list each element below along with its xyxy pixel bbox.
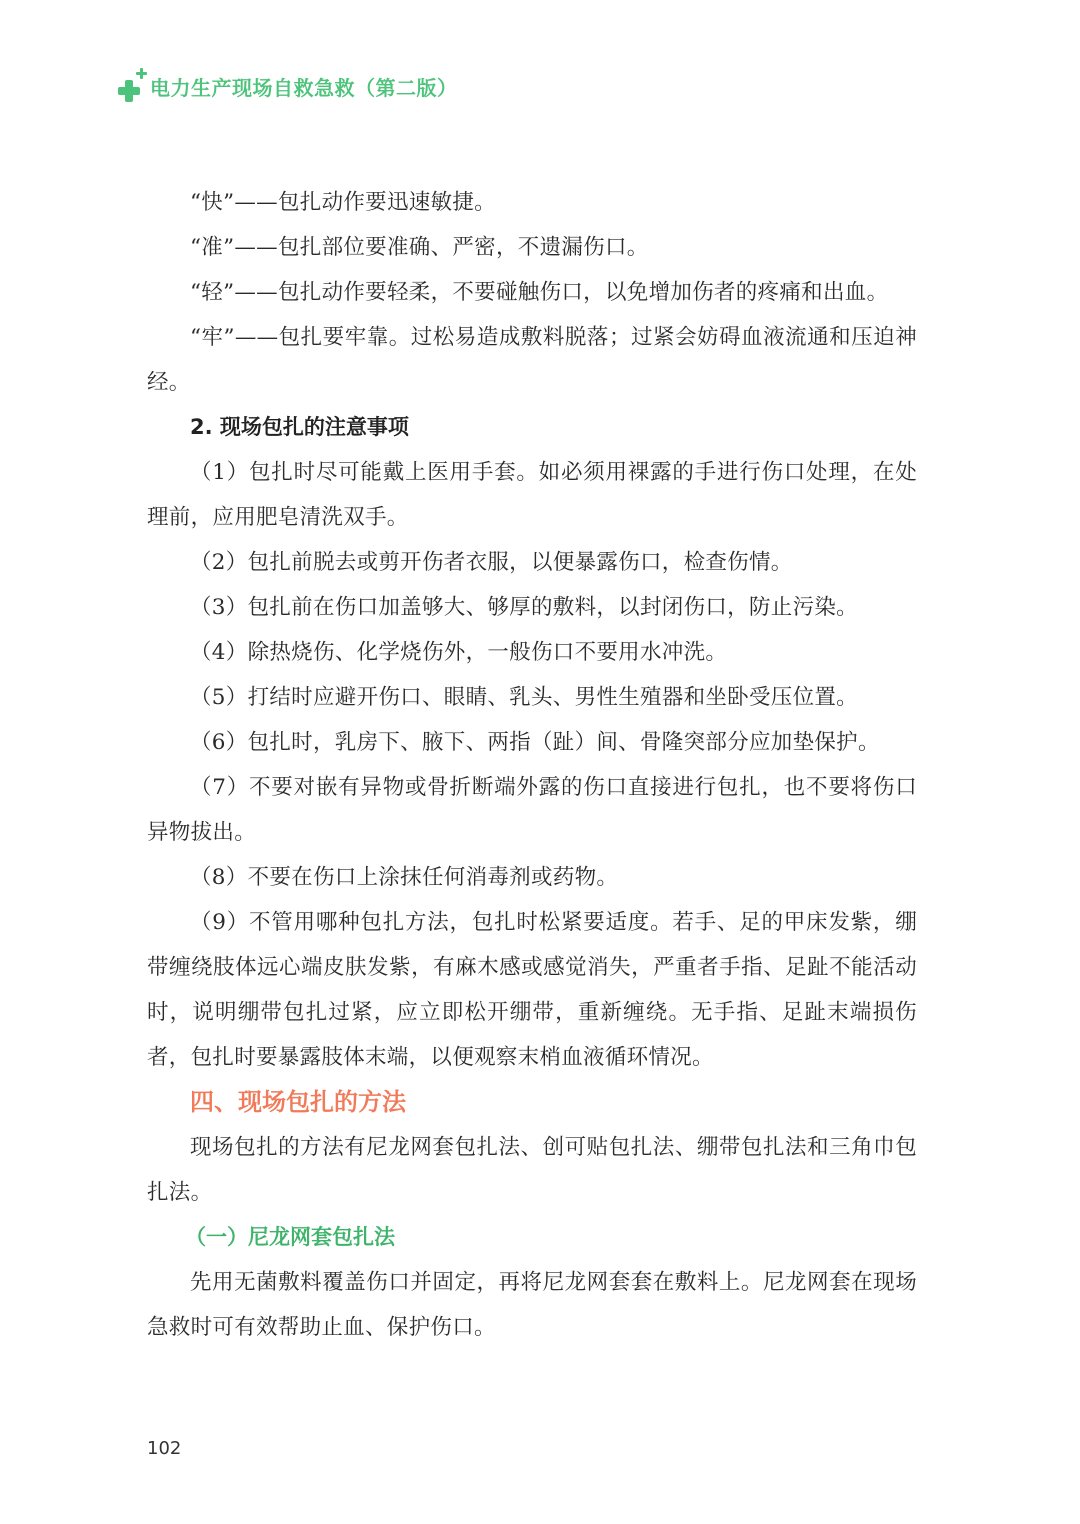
heading-precautions: 2. 现场包扎的注意事项 — [190, 415, 409, 439]
medical-cross-icon — [116, 66, 146, 106]
list-item: （3）包扎前在伤口加盖够大、够厚的敷料，以封闭伤口，防止污染。 — [190, 595, 858, 620]
list-item: （1）包扎时尽可能戴上医用手套。如必须用裸露的手进行伤口处理，在处理前，应用肥皂清洗双手。 — [147, 460, 917, 530]
list-item: （9）不管用哪种包扎方法，包扎时松紧要适度。若手、足的甲床发紫，绷带缠绕肢体远心端皮肤发紫，有麻木感或感觉消失，严重者手指、足趾不能活动时，说明绷带包扎过紧，应立即松开绷带，重新缠绕。无手指、足趾末端损伤者，包扎时要暴露肢体末端，以便观察末梢血液循环情况。 — [147, 910, 917, 1070]
list-item: （4）除热烧伤、化学烧伤外，一般伤口不要用水冲洗。 — [190, 640, 728, 665]
paragraph-kuai: “快”——包扎动作要迅速敏捷。 — [190, 190, 496, 215]
list-item: （6）包扎时，乳房下、腋下、两指（趾）间、骨隆突部分应加垫保护。 — [190, 730, 880, 755]
running-header — [116, 64, 458, 108]
list-item: （5）打结时应避开伤口、眼睛、乳头、男性生殖器和坐卧受压位置。 — [190, 685, 858, 710]
page-body — [147, 180, 917, 1350]
list-item: （7）不要对嵌有异物或骨折断端外露的伤口直接进行包扎，也不要将伤口异物拔出。 — [147, 775, 917, 845]
section-heading-methods: 四、现场包扎的方法 — [190, 1088, 406, 1116]
list-item: （8）不要在伤口上涂抹任何消毒剂或药物。 — [190, 865, 619, 890]
subheading-nylon-net: （一）尼龙网套包扎法 — [185, 1225, 395, 1249]
paragraph-qing: “轻”——包扎动作要轻柔，不要碰触伤口，以免增加伤者的疼痛和出血。 — [190, 280, 889, 305]
book-title: 电力生产现场自救急救（第二版） — [150, 75, 458, 100]
paragraph-methods-intro: 现场包扎的方法有尼龙网套包扎法、创可贴包扎法、绷带包扎法和三角巾包扎法。 — [147, 1135, 917, 1205]
paragraph-zhun: “准”——包扎部位要准确、严密，不遗漏伤口。 — [190, 235, 649, 260]
page-number: 102 — [147, 1438, 182, 1459]
paragraph-nylon-net: 先用无菌敷料覆盖伤口并固定，再将尼龙网套套在敷料上。尼龙网套在现场急救时可有效帮助止血、保护伤口。 — [147, 1270, 917, 1340]
paragraph-lao: “牢”——包扎要牢靠。过松易造成敷料脱落；过紧会妨碍血液流通和压迫神经。 — [147, 325, 917, 395]
list-item: （2）包扎前脱去或剪开伤者衣服，以便暴露伤口，检查伤情。 — [190, 550, 793, 575]
